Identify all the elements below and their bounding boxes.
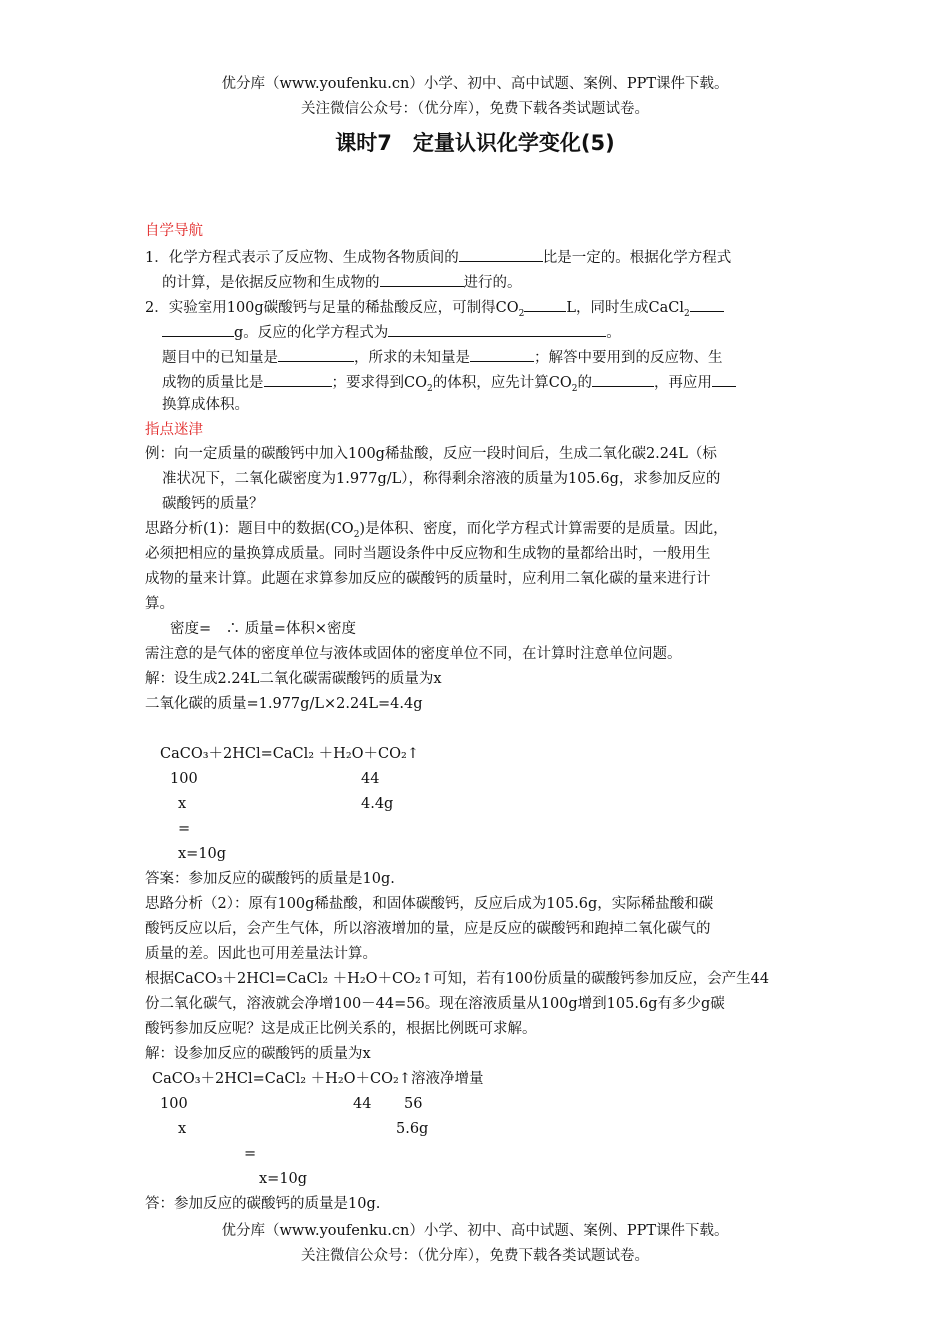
analysis-2-line-5: 份二氧化碳气，溶液就会净增100－44=56。现在溶液质量从100g增到105.6g有多少g碳: [145, 996, 725, 1012]
question-2-line-4: 成物的质量比是 ；要求得到$CO_2$的体积，应先计算$CO_2$的 ，再应用: [162, 370, 736, 393]
analysis-1-line-1: 思路分析(1)：题目中的数据$(CO_2)$是体积、密度，而化学方程式计算需要的是质量。因此，: [145, 521, 728, 540]
question-2-line-2: g。反应的化学方程式为 。: [162, 320, 621, 343]
example-line-3: 碳酸钙的质量？: [162, 496, 264, 512]
answer-blank: [162, 320, 234, 337]
analysis-2-line-2: 酸钙反应以后，会产生气体，所以溶液增加的量，应是反应的碳酸钙和跑掉二氧化碳气的: [145, 921, 711, 937]
eq1-co2-mass: 44: [361, 771, 380, 787]
eq2-co2-mass: 44: [353, 1096, 372, 1112]
unit-note: 需注意的是气体的密度单位与液体或固体的密度单位不同，在计算时注意单位问题。: [145, 646, 682, 662]
example-line-1: 例：向一定质量的碳酸钙中加入100g稀盐酸，反应一段时间后，生成二氧化碳2.24L（标: [145, 446, 717, 462]
eq2-unknown: x: [178, 1121, 187, 1137]
section-heading-guidance: 指点迷津: [145, 422, 203, 438]
analysis-2-line-6: 酸钙参加反应呢？这是成正比例关系的，根据比例既可求解。: [145, 1021, 537, 1037]
answer-blank: [278, 345, 354, 362]
answer-blank: [264, 370, 332, 387]
answer-2: 答：参加反应的碳酸钙的质量是10g.: [145, 1196, 381, 1212]
analysis-2-line-3: 质量的差。因此也可用差量法计算。: [145, 946, 377, 962]
answer-blank: [690, 295, 724, 312]
analysis-1-line-3: 成物的量来计算。此题在求算参加反应的碳酸钙的质量时，应利用二氧化碳的量来进行计: [145, 571, 711, 587]
solution-1-setup: 解：设生成2.24L二氧化碳需碳酸钙的质量为x: [145, 671, 442, 687]
question-2-line-1: 2．实验室用100g碳酸钙与足量的稀盐酸反应，可制得$CO_2$ L，同时生成CaCl$_2$: [145, 295, 724, 318]
eq2-proportion: =: [244, 1146, 257, 1162]
equation-1: CaCO₃＋2HCl=CaCl₂ ＋H₂O＋CO₂↑: [160, 746, 419, 762]
eq1-caco3-mass: 100: [170, 771, 198, 787]
co2-mass-calc: 二氧化碳的质量=1.977g/L×2.24L=4.4g: [145, 696, 423, 712]
analysis-2-line-1: 思路分析（2）：原有100g稀盐酸，和固体碳酸钙，反应后成为105.6g，实际稀盐酸和碳: [145, 896, 714, 912]
answer-blank: [470, 345, 534, 362]
page-title: 课时7 定量认识化学变化(5): [335, 131, 615, 155]
question-1-line-2: 的计算，是依据反应物和生成物的 进行的。: [162, 270, 522, 293]
eq2-increase: 56: [404, 1096, 423, 1112]
header-line-2: 关注微信公众号：（优分库），免费下载各类试题试卷。: [301, 101, 649, 117]
footer-line-1: 优分库（www.youfenku.cn）小学、初中、高中试题、案例、PPT课件下载。: [221, 1223, 729, 1239]
question-1-line-1: 1．化学方程式表示了反应物、生成物各物质间的 比是一定的。根据化学方程式: [145, 245, 731, 268]
section-heading-self-study: 自学导航: [145, 223, 203, 239]
eq1-proportion: =: [178, 821, 191, 837]
eq2-caco3-mass: 100: [160, 1096, 188, 1112]
solution-2-setup: 解：设参加反应的碳酸钙的质量为x: [145, 1046, 371, 1062]
example-line-2: 准状况下，二氧化碳密度为1.977g/L），称得剩余溶液的质量为105.6g，求参加反应的: [162, 471, 721, 487]
eq1-known: 4.4g: [361, 796, 394, 812]
question-2-line-3: 题目中的已知量是 ，所求的未知量是 ；解答中要用到的反应物、生: [162, 345, 723, 368]
answer-1: 答案：参加反应的碳酸钙的质量是10g.: [145, 871, 395, 887]
question-2-line-5: 换算成体积。: [162, 397, 249, 413]
answer-blank: [524, 295, 566, 312]
analysis-1-line-4: 算。: [145, 596, 174, 612]
equation-2: CaCO₃＋2HCl=CaCl₂ ＋H₂O＋CO₂↑溶液净增量: [152, 1071, 484, 1087]
answer-blank: [380, 270, 464, 287]
answer-blank: [592, 370, 654, 387]
eq1-result: x=10g: [178, 846, 227, 862]
answer-blank: [388, 320, 606, 337]
eq1-unknown: x: [178, 796, 187, 812]
eq2-result: x=10g: [259, 1171, 308, 1187]
eq2-known-increase: 5.6g: [396, 1121, 429, 1137]
footer-line-2: 关注微信公众号：（优分库），免费下载各类试题试卷。: [301, 1248, 649, 1264]
analysis-2-line-4: 根据CaCO₃＋2HCl=CaCl₂ ＋H₂O＋CO₂↑可知，若有100份质量的碳酸钙参加反应，会产生44: [145, 971, 770, 987]
header-line-1: 优分库（www.youfenku.cn）小学、初中、高中试题、案例、PPT课件下载。: [221, 76, 729, 92]
density-formula: 密度= ∴ 质量=体积×密度: [170, 621, 357, 637]
answer-blank: [712, 370, 736, 387]
analysis-1-line-2: 必须把相应的量换算成质量。同时当题设条件中反应物和生成物的量都给出时，一般用生: [145, 546, 711, 562]
answer-blank: [459, 245, 543, 262]
